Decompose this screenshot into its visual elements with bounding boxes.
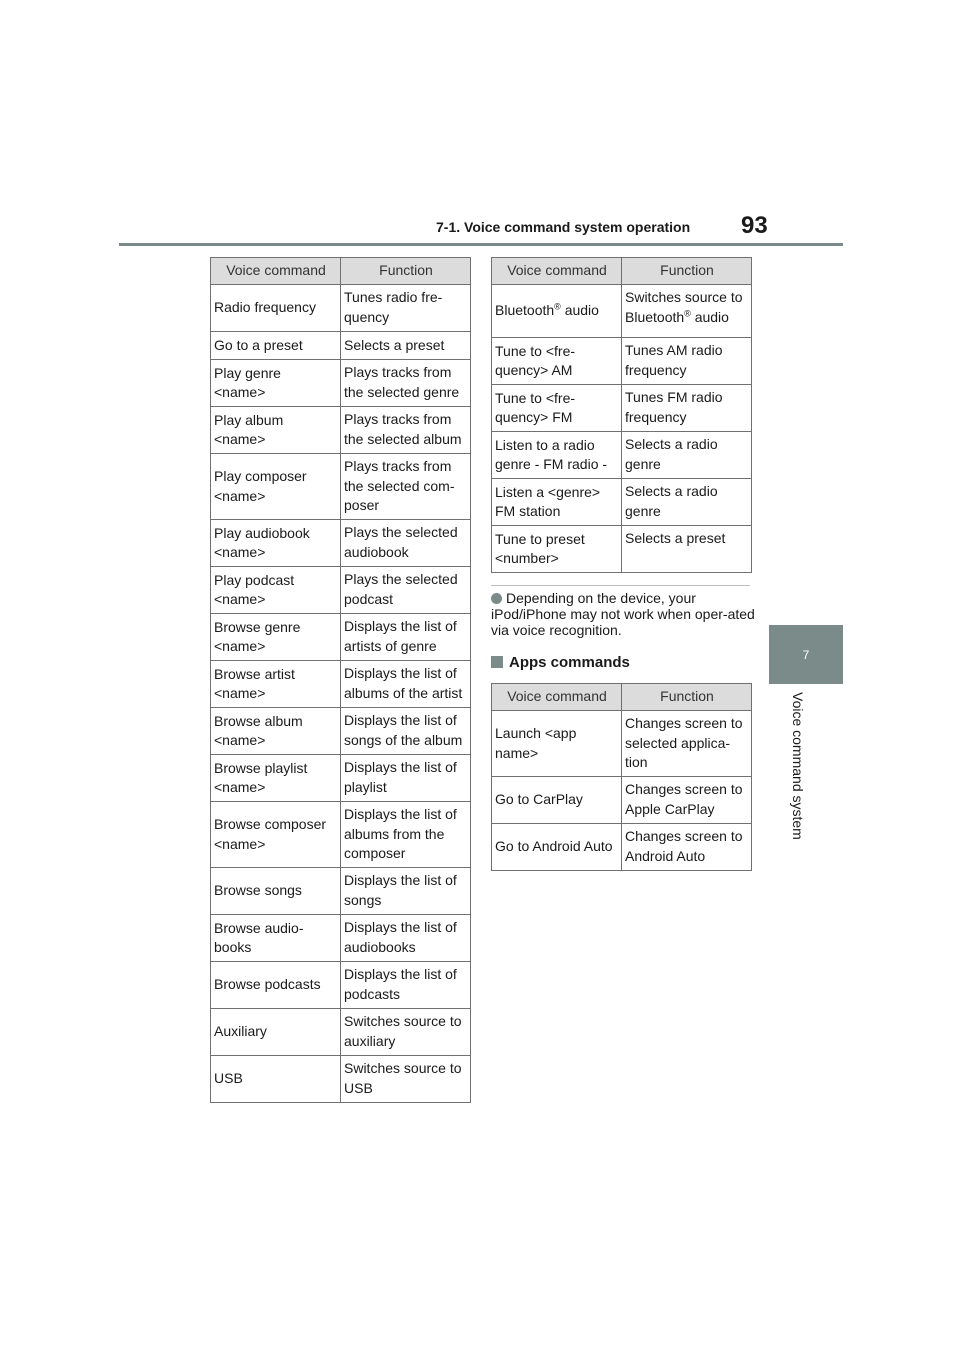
page-number: 93 — [741, 212, 768, 239]
table-row — [211, 614, 471, 661]
function-cell: Selects a preset — [341, 332, 471, 360]
command-cell: Go to a preset — [211, 332, 341, 360]
function-cell: Changes screen to Apple CarPlay — [622, 777, 752, 824]
command-cell: Play audiobook <name> — [211, 520, 341, 567]
table-row — [211, 567, 471, 614]
column-header-function: Function — [622, 684, 752, 711]
table-row — [211, 520, 471, 567]
table-row — [492, 432, 752, 479]
function-cell: Displays the list of albums from the composer — [341, 802, 471, 868]
bullet-icon — [491, 593, 502, 604]
function-cell: Plays tracks from the selected com- poser — [341, 454, 471, 520]
table-row — [211, 407, 471, 454]
function-cell: Plays the selected audiobook — [341, 520, 471, 567]
command-cell: Auxiliary — [211, 1009, 341, 1056]
voice-command-table-apps — [491, 683, 752, 871]
command-cell: Go to Android Auto — [492, 824, 622, 871]
command-cell: Tune to <fre- quency> FM — [492, 385, 622, 432]
table-row — [211, 285, 471, 332]
column-header-function: Function — [622, 258, 752, 285]
command-cell: Bluetooth® audio — [492, 285, 622, 338]
chapter-number: 7 — [802, 647, 810, 662]
table-row — [492, 479, 752, 526]
table-row — [211, 755, 471, 802]
function-cell: Tunes radio fre- quency — [341, 285, 471, 332]
function-cell: Displays the list of artists of genre — [341, 614, 471, 661]
table-row — [492, 338, 752, 385]
apps-commands-heading: Apps commands — [491, 654, 630, 671]
function-cell: Switches source to auxiliary — [341, 1009, 471, 1056]
column-header-function: Function — [341, 258, 471, 285]
table-row — [211, 1056, 471, 1103]
command-cell: Launch <app name> — [492, 711, 622, 777]
table-row — [211, 708, 471, 755]
table-row — [492, 824, 752, 871]
command-cell: Radio frequency — [211, 285, 341, 332]
function-cell: Displays the list of songs — [341, 868, 471, 915]
column-header-command: Voice command — [492, 258, 622, 285]
function-cell: Displays the list of songs of the album — [341, 708, 471, 755]
command-cell: Browse audio- books — [211, 915, 341, 962]
command-cell: Tune to <fre- quency> AM — [492, 338, 622, 385]
command-cell: Play podcast <name> — [211, 567, 341, 614]
function-cell: Selects a preset — [622, 526, 752, 573]
command-cell: Browse genre <name> — [211, 614, 341, 661]
command-cell: Play genre <name> — [211, 360, 341, 407]
function-cell: Selects a radio genre — [622, 479, 752, 526]
table-row — [492, 285, 752, 338]
voice-command-table-radio — [491, 257, 752, 573]
chapter-label: Voice command system — [790, 692, 806, 840]
function-cell: Displays the list of playlist — [341, 755, 471, 802]
function-cell: Changes screen to selected applica- tion — [622, 711, 752, 777]
command-cell: Listen to a radio genre - FM radio - — [492, 432, 622, 479]
function-cell: Tunes AM radio frequency — [622, 338, 752, 385]
table-row — [211, 868, 471, 915]
note-text: Depending on the device, your iPod/iPhone may not work when oper-ated via voice recognition. — [491, 590, 755, 638]
note-divider — [491, 585, 750, 586]
command-cell: Play album <name> — [211, 407, 341, 454]
table-row — [211, 962, 471, 1009]
table-row — [492, 526, 752, 573]
function-cell: Plays the selected podcast — [341, 567, 471, 614]
command-cell: Go to CarPlay — [492, 777, 622, 824]
function-cell: Displays the list of audiobooks — [341, 915, 471, 962]
command-cell: Browse playlist <name> — [211, 755, 341, 802]
command-cell: Browse artist <name> — [211, 661, 341, 708]
command-cell: Listen a <genre> FM station — [492, 479, 622, 526]
command-cell: Tune to preset <number> — [492, 526, 622, 573]
function-cell: Displays the list of podcasts — [341, 962, 471, 1009]
table-row — [492, 385, 752, 432]
command-cell: Browse composer <name> — [211, 802, 341, 868]
function-cell: Switches source to USB — [341, 1056, 471, 1103]
table-row — [211, 802, 471, 868]
function-cell: Selects a radio genre — [622, 432, 752, 479]
chapter-tab — [769, 625, 843, 684]
column-header-command: Voice command — [211, 258, 341, 285]
command-cell: Browse album <name> — [211, 708, 341, 755]
table-row — [492, 777, 752, 824]
table-row — [211, 454, 471, 520]
voice-command-table-media — [210, 257, 471, 1103]
command-cell: USB — [211, 1056, 341, 1103]
function-cell: Displays the list of albums of the artist — [341, 661, 471, 708]
command-cell: Play composer <name> — [211, 454, 341, 520]
column-header-command: Voice command — [492, 684, 622, 711]
section-title: 7-1. Voice command system operation — [436, 219, 691, 235]
table-row — [211, 661, 471, 708]
function-cell: Switches source to Bluetooth® audio — [622, 285, 752, 338]
table-row — [211, 360, 471, 407]
function-cell: Tunes FM radio frequency — [622, 385, 752, 432]
table-row — [211, 915, 471, 962]
function-cell: Changes screen to Android Auto — [622, 824, 752, 871]
command-cell: Browse podcasts — [211, 962, 341, 1009]
square-bullet-icon — [491, 656, 503, 668]
header-rule — [119, 243, 843, 246]
function-cell: Plays tracks from the selected genre — [341, 360, 471, 407]
table-row — [492, 711, 752, 777]
command-cell: Browse songs — [211, 868, 341, 915]
table-row — [211, 332, 471, 360]
table-row — [211, 1009, 471, 1056]
function-cell: Plays tracks from the selected album — [341, 407, 471, 454]
